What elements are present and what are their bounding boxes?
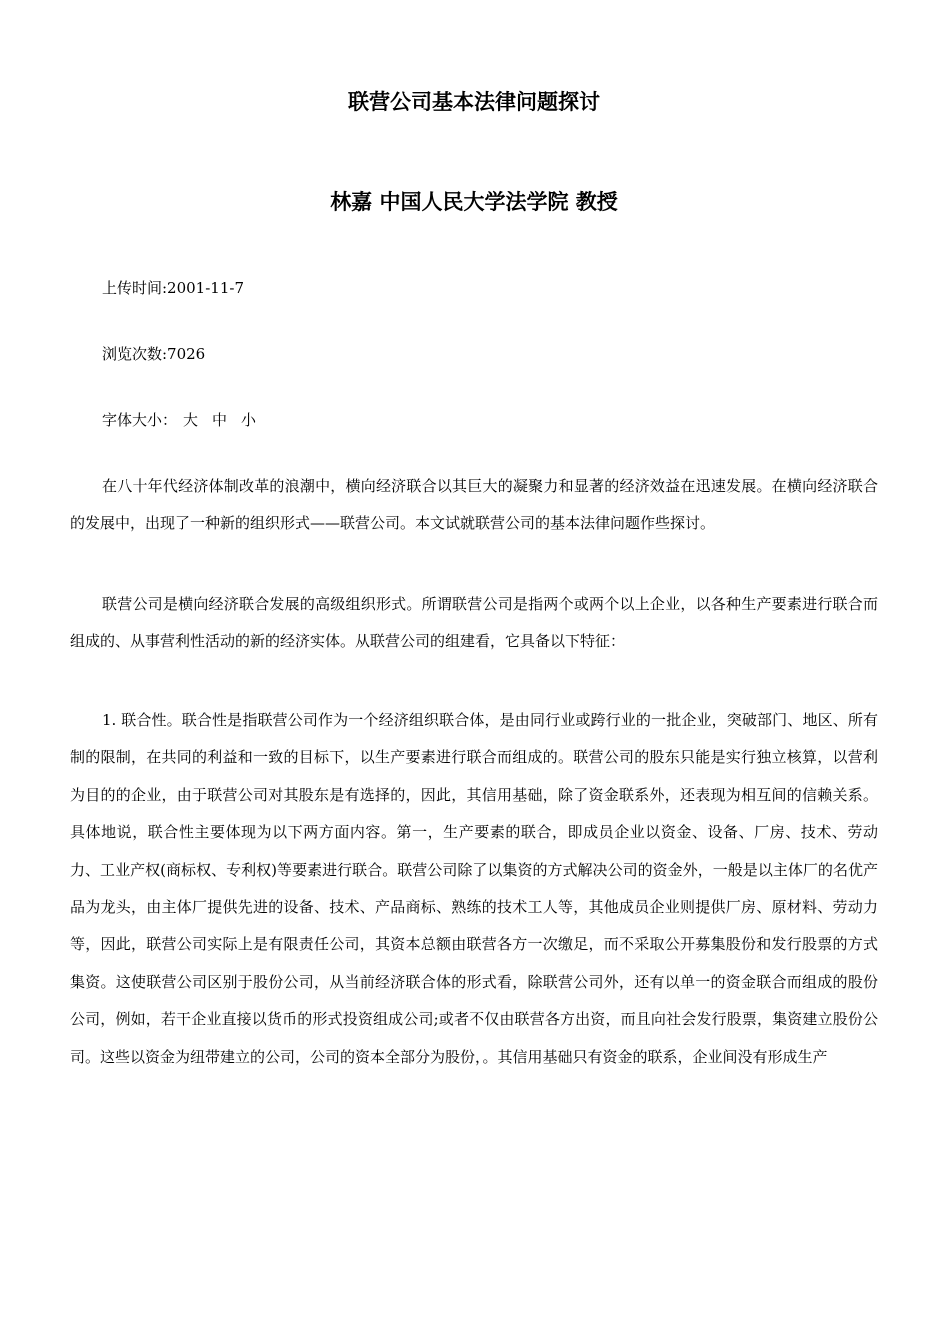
font-size-small-link[interactable]: 小 <box>241 411 257 429</box>
font-size-control <box>102 410 256 430</box>
author-line: 林嘉 中国人民大学法学院 教授 <box>330 190 618 214</box>
body-paragraph: 在八十年代经济体制改革的浪潮中，横向经济联合以其巨大的凝聚力和显著的经济效益在迅速发展。在横向经济联合的发展中，出现了一种新的组织形式——联营公司。本文试就联营公司的基本法律问题作些探讨。 <box>70 477 878 533</box>
upload-time: 上传时间:2001-11-7 <box>102 279 244 297</box>
font-size-medium-link[interactable]: 中 <box>212 411 228 429</box>
body-paragraph: 1. 联合性。联合性是指联营公司作为一个经济组织联合体，是由同行业或跨行业的一批企业，突破部门、地区、所有制的限制，在共同的利益和一致的目标下，以生产要素进行联合而组成的。联营公司的股东只能是实行独立核算，以营利为目的的企业，由于联营公司对其股东是有选择的，因此，其信用基础，除了资金联系外，还表现为相互间的信赖关系。具体地说，联合性主要体现为以下两方面内容。第一，生产要素的联合，即成员企业以资金、设备、厂房、技术、劳动力、工业产权(商标权、专利权)等要素进行联合。联营公司除了以集资的方式解决公司的资金外，一般是以主体厂的名优产品为龙头，由主体厂提供先进的设备、技术、产品商标、熟练的技术工人等，其他成员企业则提供厂房、原材料、劳动力等，因此，联营公司实际上是有限责任公司，其资本总额由联营各方一次缴足，而不采取公开募集股份和发行股票的方式集资。这使联营公司区别于股份公司，从当前经济联合体的形式看，除联营公司外，还有以单一的资金联合而组成的股份公司，例如，若干企业直接以货币的形式投资组成公司;或者不仅由联营各方出资，而且向社会发行股票，集资建立股份公司。这些以资金为纽带建立的公司，公司的资本全部分为股份，。其信用基础只有资金的联系，企业间没有形成生产 <box>70 711 878 1066</box>
body-paragraph: 联营公司是横向经济联合发展的高级组织形式。所谓联营公司是指两个或两个以上企业，以各种生产要素进行联合而组成的、从事营利性活动的新的经济实体。从联营公司的组建看，它具备以下特征： <box>70 595 878 651</box>
view-count: 浏览次数:7026 <box>102 345 206 363</box>
font-size-large-link[interactable]: 大 <box>183 411 199 429</box>
article-title: 联营公司基本法律问题探讨 <box>348 90 600 114</box>
font-size-label: 字体大小： <box>102 411 178 429</box>
